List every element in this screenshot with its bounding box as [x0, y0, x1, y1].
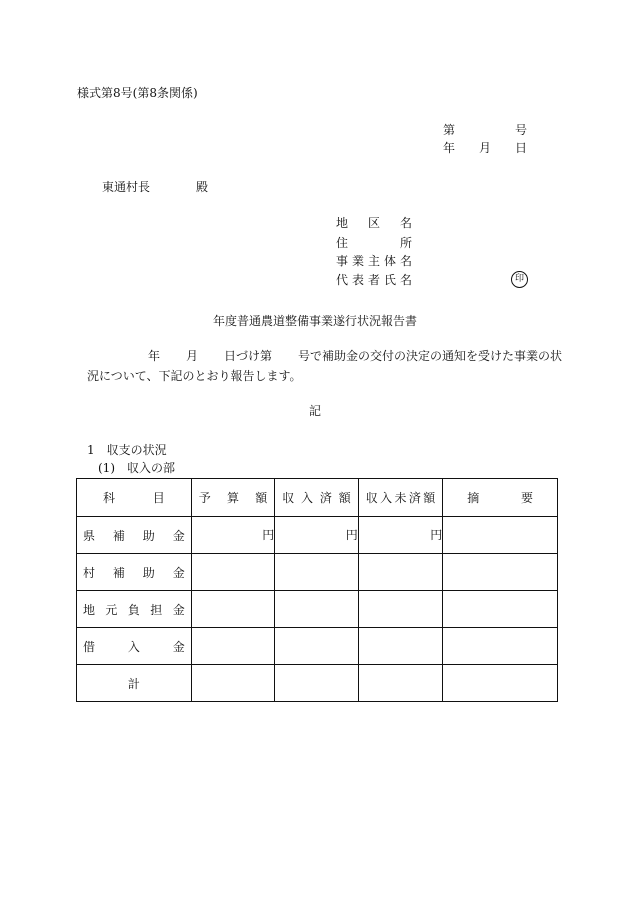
table-row: [77, 554, 558, 591]
received-total-cell[interactable]: [275, 665, 359, 702]
district-label: 地 区 名: [336, 216, 412, 230]
seal-mark: 印: [511, 271, 528, 288]
remarks-cell[interactable]: [443, 628, 558, 665]
remarks-cell[interactable]: [443, 554, 558, 591]
date-month: 月: [479, 141, 492, 155]
subsection-heading: (1) 収入の部: [98, 461, 175, 475]
unreceived-cell[interactable]: 円: [358, 517, 443, 554]
remarks-total-cell[interactable]: [443, 665, 558, 702]
body-year: 年: [148, 349, 161, 363]
addressee-honorific: 殿: [196, 180, 209, 194]
unreceived-cell[interactable]: [358, 628, 443, 665]
header-cell: 収入未済額: [358, 479, 443, 517]
row-label: 県補助金: [77, 517, 192, 554]
date-day: 日: [515, 141, 528, 155]
header-cell: 収入済額: [275, 479, 359, 517]
body-dated: 日づけ第: [224, 349, 273, 363]
ki-heading: 記: [308, 404, 321, 418]
unreceived-total-cell[interactable]: [358, 665, 443, 702]
unreceived-cell[interactable]: [358, 554, 443, 591]
address-label: 住 所: [336, 236, 412, 250]
budget-cell[interactable]: [191, 628, 275, 665]
received-cell[interactable]: [275, 554, 359, 591]
received-cell[interactable]: [275, 628, 359, 665]
header-cell: 予算額: [191, 479, 275, 517]
received-cell[interactable]: [275, 591, 359, 628]
body-line-2: 況について、下記のとおり報告します。: [87, 369, 302, 383]
remarks-cell[interactable]: [443, 517, 558, 554]
addressee-name: 東通村長: [102, 180, 151, 194]
remarks-cell[interactable]: [443, 591, 558, 628]
body-rest: 号で補助金の交付の決定の通知を受けた事業の状: [298, 349, 563, 363]
table-row: [77, 628, 558, 665]
header-cell: 摘要: [443, 479, 558, 517]
budget-total-cell[interactable]: [191, 665, 275, 702]
form-number: 様式第8号(第8条関係): [77, 86, 198, 100]
entity-label: 事業主体名: [336, 254, 412, 268]
body-month: 月: [186, 349, 199, 363]
doc-number-prefix: 第: [443, 123, 456, 137]
table-row: [77, 517, 558, 554]
table-row: [77, 591, 558, 628]
row-label: 村補助金: [77, 554, 192, 591]
representative-label: 代表者氏名: [336, 273, 412, 287]
document-title: 年度普通農道整備事業遂行状況報告書: [212, 314, 417, 328]
date-year: 年: [443, 141, 456, 155]
budget-cell[interactable]: [191, 554, 275, 591]
body-line-1: [148, 349, 564, 363]
row-label: 地元負担金: [77, 591, 192, 628]
total-label: 計: [77, 665, 192, 702]
table-row-total: [77, 665, 558, 702]
table-header-row: [77, 479, 558, 517]
received-cell[interactable]: 円: [275, 517, 359, 554]
budget-cell[interactable]: 円: [191, 517, 275, 554]
income-table: [76, 478, 558, 702]
row-label: 借入金: [77, 628, 192, 665]
unreceived-cell[interactable]: [358, 591, 443, 628]
doc-number-suffix: 号: [515, 123, 528, 137]
header-cell: 科目: [77, 479, 192, 517]
section-heading: 1 収支の状況: [87, 443, 167, 457]
budget-cell[interactable]: [191, 591, 275, 628]
